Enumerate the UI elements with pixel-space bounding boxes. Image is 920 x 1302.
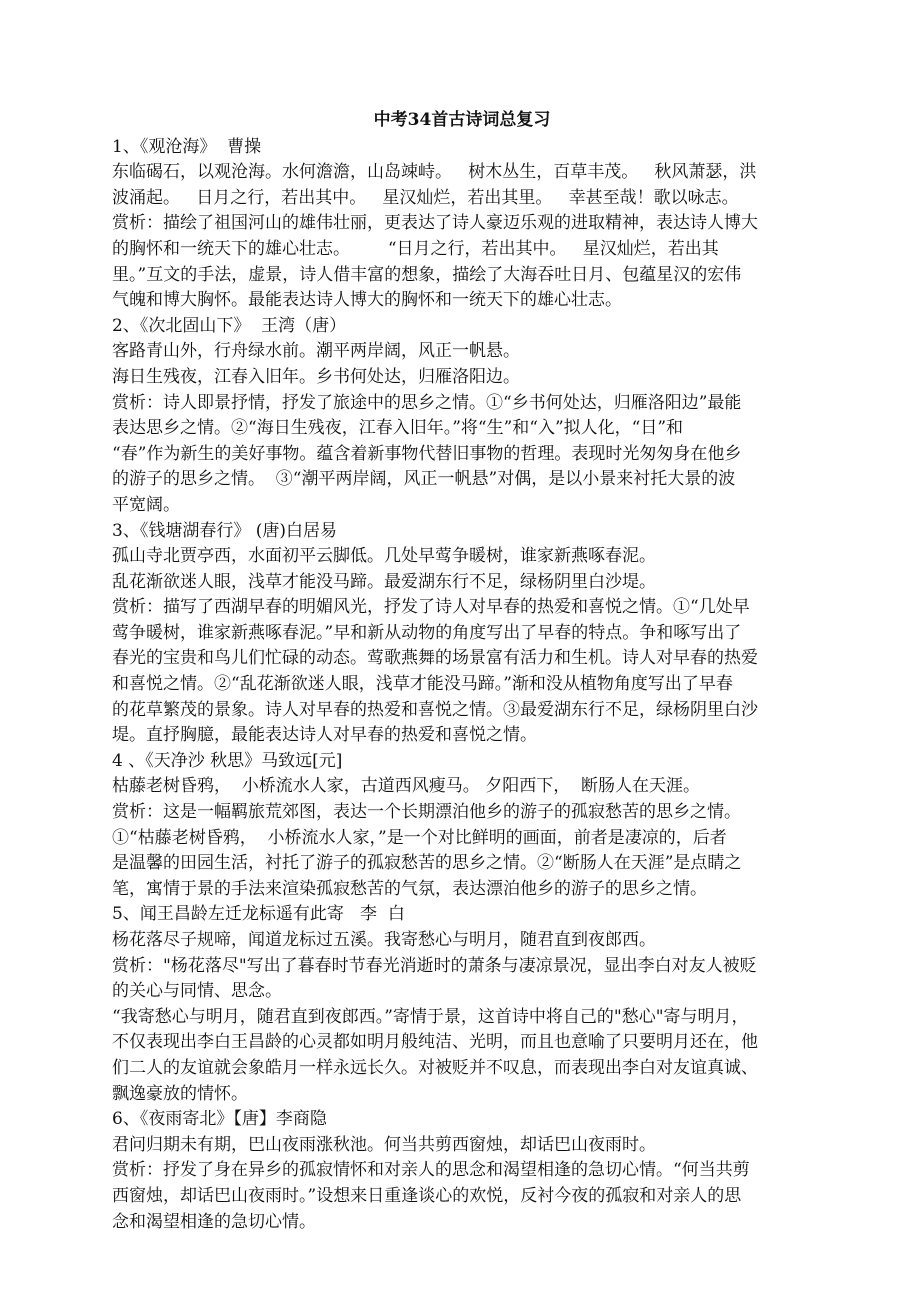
text-line: 堤。直抒胸臆，最能表达诗人对早春的热爱和喜悦之情。 — [112, 725, 537, 746]
text-line: 君问归期未有期，巴山夜雨涨秋池。何当共剪西窗烛，却话巴山夜雨时。 — [112, 1134, 656, 1155]
poem-heading: 6、《夜雨寄北》【唐】李商隐 — [112, 1109, 327, 1130]
poem-heading: 5、闻王昌龄左迁龙标遥有此寄 李 白 — [112, 904, 405, 925]
text-line: “我寄愁心与明月，随君直到夜郎西。”寄情于景，这首诗中将自己的"愁心"寄与明月， — [112, 1006, 749, 1027]
text-line: 春光的宝贵和鸟儿们忙碌的动态。莺歌燕舞的场景富有活力和生机。诗人对早春的热爱 — [112, 648, 758, 669]
poem-heading: 3、《钱塘湖春行》 (唐)白居易 — [112, 520, 337, 541]
poem-heading: 1、《观沧海》 曹操 — [112, 136, 262, 157]
document-body — [112, 135, 812, 1236]
text-line: 赏析：描绘了祖国河山的雄伟壮丽，更表达了诗人豪迈乐观的进取精神，表达诗人博大 — [112, 213, 758, 234]
text-line: 的关心与同情、思念。 — [112, 981, 282, 1002]
text-line: 乱花渐欲迷人眼，浅草才能没马蹄。最爱湖东行不足，绿杨阴里白沙堤。 — [112, 571, 656, 592]
text-line: 们二人的友谊就会象皓月一样永远长久。对被贬并不叹息，而表现出李白对友谊真诚、 — [112, 1057, 758, 1078]
text-line: 枯藤老树昏鸦， 小桥流水人家，古道西风瘦马。 夕阳西下， 断肠人在天涯。 — [112, 776, 701, 797]
text-line: 平宽阔。 — [112, 494, 180, 515]
text-line: 气魄和博大胸怀。最能表达诗人博大的胸怀和一统天下的雄心壮志。 — [112, 290, 622, 311]
text-line: 孤山寺北贾亭西，水面初平云脚低。几处早莺争暖树，谁家新燕啄春泥。 — [112, 546, 656, 567]
text-line: 赏析：描写了西湖早春的明媚风光，抒发了诗人对早春的热爱和喜悦之情。①“几处早 — [112, 597, 750, 618]
text-line: 是温馨的田园生活，衬托了游子的孤寂愁苦的思乡之情。②“断肠人在天涯”是点睛之 — [112, 853, 742, 874]
document-page — [112, 108, 812, 1235]
text-line: 笔，寓情于景的手法来渲染孤寂愁苦的气氛，表达漂泊他乡的游子的思乡之情。 — [112, 878, 707, 899]
text-line: “春”作为新生的美好事物。蕴含着新事物代替旧事物的哲理。表现时光匆匆身在他乡 — [112, 443, 742, 464]
text-line: 客路青山外，行舟绿水前。潮平两岸阔，风正一帆悬。 — [112, 341, 520, 362]
text-line: 的胸怀和一统天下的雄心壮志。 “日月之行，若出其中。 星汉灿烂，若出其 — [112, 238, 719, 259]
text-line: 不仅表现出李白王昌龄的心灵都如明月般纯洁、光明，而且也意喻了只要明月还在，他 — [112, 1032, 758, 1053]
text-line: 赏析：这是一幅羁旅荒郊图，表达一个长期漂泊他乡的游子的孤寂愁苦的思乡之情。 — [112, 802, 741, 823]
text-line: 念和渴望相逢的急切心情。 — [112, 1211, 316, 1232]
document-title: 中考34首古诗词总复习 — [373, 110, 551, 130]
text-line: 赏析："杨花落尽"写出了暮春时节春光消逝时的萧条与凄凉景况，显出李白对友人被贬 — [112, 955, 757, 976]
text-line: ①“枯藤老树昏鸦， 小桥流水人家，”是一个对比鲜明的画面，前者是凄凉的，后者 — [112, 827, 727, 848]
text-line: 莺争暖树，谁家新燕啄春泥。”早和新从动物的角度写出了早春的特点。争和啄写出了 — [112, 622, 742, 643]
text-line: 里。”互文的手法，虚景，诗人借丰富的想象，描绘了大海吞吐日月、包蕴星汉的宏伟 — [112, 264, 742, 285]
text-line: 杨花落尽子规啼，闻道龙标过五溪。我寄愁心与明月，随君直到夜郎西。 — [112, 930, 656, 950]
poem-heading: 4 、《天净沙 秋思》马致远[元] — [112, 750, 343, 771]
text-line: 东临碣石，以观沧海。水何澹澹，山岛竦峙。 树木丛生，百草丰茂。 秋风萧瑟，洪 — [112, 162, 757, 183]
text-line: 表达思乡之情。②“海日生残夜，江春入旧年。”将“生”和“入”拟人化，“日”和 — [112, 418, 684, 439]
text-line: 和喜悦之情。②“乱花渐欲迷人眼，浅草才能没马蹄。”渐和没从植物角度写出了早春 — [112, 674, 733, 695]
text-line: 的游子的思乡之情。 ③“潮平两岸阔，风正一帆悬”对偶，是以小景来衬托大景的波 — [112, 469, 736, 490]
text-line: 海日生残夜，江春入旧年。乡书何处达，归雁洛阳边。 — [112, 366, 520, 387]
text-line: 赏析：抒发了身在异乡的孤寂情怀和对亲人的思念和渴望相逢的急切心情。“何当共剪 — [112, 1160, 750, 1181]
text-line: 的花草繁茂的景象。诗人对早春的热爱和喜悦之情。③最爱湖东行不足，绿杨阴里白沙 — [112, 699, 758, 720]
text-line: 西窗烛，却话巴山夜雨时。”设想来日重逢谈心的欢悦，反衬今夜的孤寂和对亲人的思 — [112, 1185, 742, 1206]
text-line: 波涌起。 日月之行，若出其中。 星汉灿烂，若出其里。 幸甚至哉！歌以咏志。 — [112, 187, 739, 208]
text-line: 赏析：诗人即景抒情，抒发了旅途中的思乡之情。①“乡书何处达，归雁洛阳边”最能 — [112, 392, 742, 413]
poem-heading: 2、《次北固山下》 王湾（唐） — [112, 315, 347, 336]
text-line: 飘逸豪放的情怀。 — [112, 1083, 248, 1104]
